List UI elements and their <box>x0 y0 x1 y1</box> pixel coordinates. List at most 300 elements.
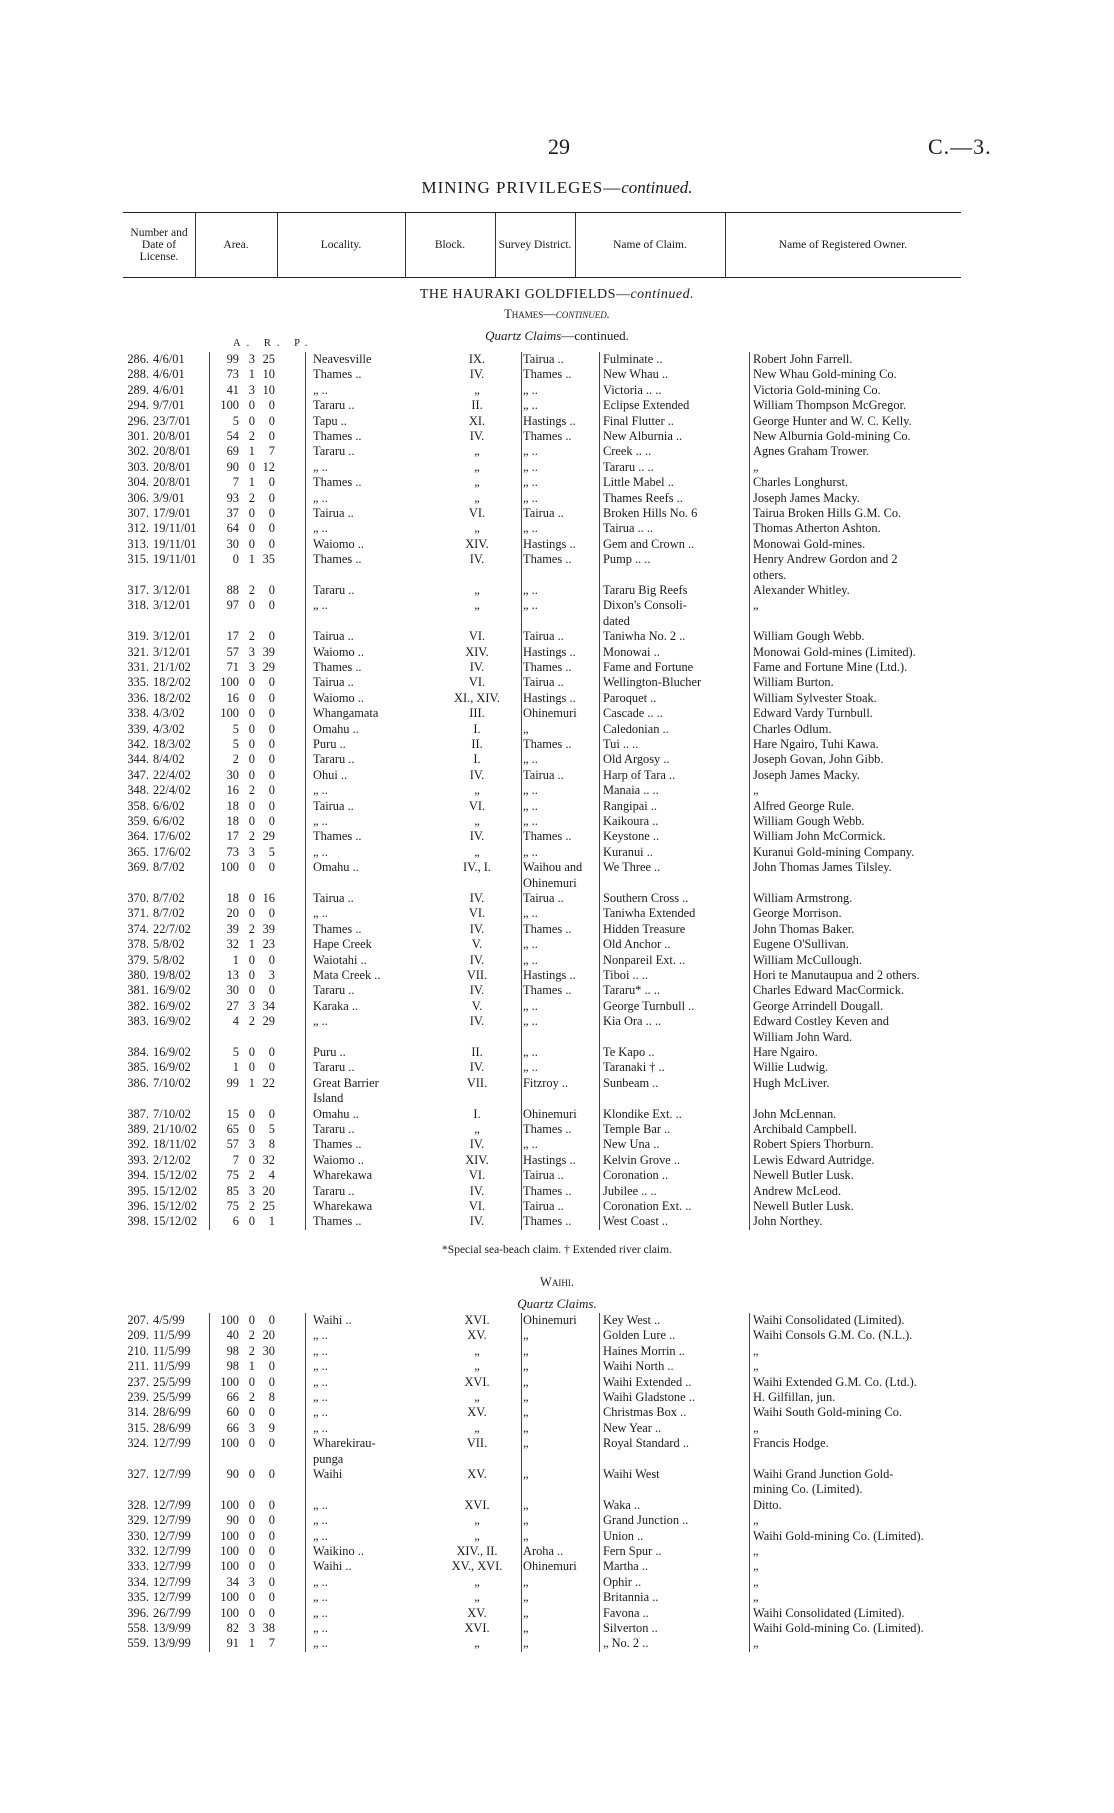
table-row <box>123 1559 961 1574</box>
block: XV. <box>467 1605 487 1620</box>
area-acres: 5 <box>232 413 239 428</box>
page-title <box>0 178 1114 198</box>
registered-owner: George Morrison. <box>753 906 842 921</box>
area-perches: 8 <box>268 1390 275 1404</box>
section-waihi: Waihi. <box>540 1275 574 1289</box>
table-row <box>123 799 961 814</box>
license-date: 9/7/01 <box>153 398 185 413</box>
locality: „ .. <box>313 1343 328 1358</box>
table-row <box>123 783 961 798</box>
claim-name: Broken Hills No. 6 <box>603 506 698 520</box>
area-roods: 2 <box>248 783 255 798</box>
area-perches: 0 <box>268 1374 275 1389</box>
area-acres: 0 <box>232 552 239 567</box>
area-perches: 0 <box>268 1528 275 1543</box>
claim-name: Hidden Treasure <box>603 921 686 936</box>
locality: Thames .. <box>313 429 362 443</box>
license-date: 3/12/01 <box>153 583 191 597</box>
area-perches: 0 <box>268 783 275 798</box>
block: XVI. <box>464 1497 490 1512</box>
table-row <box>123 521 961 536</box>
area-perches: 29 <box>262 829 275 844</box>
block: IV. <box>469 983 485 998</box>
survey-district: Thames .. <box>523 737 572 751</box>
area-roods: 2 <box>248 829 255 844</box>
locality: punga <box>313 1451 344 1466</box>
claim-name: Southern Cross .. <box>603 891 689 905</box>
locality: Waikino .. <box>313 1544 364 1558</box>
area-perches: 0 <box>268 629 275 644</box>
registered-owner: Robert Spiers Thorburn. <box>753 1137 874 1152</box>
registered-owner: Alexander Whitley. <box>753 583 850 597</box>
locality: Tararu .. <box>313 1183 355 1198</box>
license-number: 394. <box>127 1168 149 1183</box>
area-perches: 0 <box>268 814 275 828</box>
area-perches: 16 <box>262 891 275 905</box>
locality: „ .. <box>313 783 328 798</box>
license-number: 359. <box>127 814 149 828</box>
table-row <box>123 475 961 490</box>
claim-name: Rangipai .. <box>603 798 658 813</box>
claim-name: Nonpareil Ext. .. <box>603 952 686 967</box>
table-row <box>123 1076 961 1091</box>
table-row <box>123 506 961 521</box>
table-row <box>123 1436 961 1451</box>
table-row <box>123 1359 961 1374</box>
table-row <box>123 675 961 690</box>
survey-district: „ <box>523 1405 529 1420</box>
area-roods: 0 <box>248 706 255 721</box>
claim-name: Taniwha Extended <box>603 906 696 921</box>
license-date: 20/8/01 <box>153 429 191 443</box>
area-perches: 0 <box>268 1313 275 1327</box>
area-acres: 93 <box>226 490 239 505</box>
locality: „ .. <box>313 1497 328 1512</box>
license-date: 22/4/02 <box>153 767 191 782</box>
area-perches: 0 <box>268 706 275 721</box>
area-perches: 12 <box>262 459 275 474</box>
locality: Tararu .. <box>313 983 355 998</box>
section-quartz-cont: —continued. <box>561 328 629 343</box>
locality: „ .. <box>313 1513 328 1528</box>
table-row <box>123 1199 961 1214</box>
document-code: C.—3. <box>928 134 992 159</box>
claim-name: Martha .. <box>603 1559 649 1574</box>
license-number: 207. <box>127 1313 149 1327</box>
block: XVI. <box>464 1374 490 1389</box>
registered-owner: Victoria Gold-mining Co. <box>753 382 881 397</box>
claim-name: Thames Reefs .. <box>603 490 683 505</box>
survey-district: „ <box>523 1513 529 1528</box>
locality: Wharekirau- <box>313 1436 376 1451</box>
registered-owner: John Thomas James Tilsley. <box>753 860 892 875</box>
registered-owner: Lewis Edward Autridge. <box>753 1152 875 1167</box>
table-row <box>123 1014 961 1029</box>
claim-name: George Turnbull .. <box>603 998 695 1013</box>
survey-district: „ <box>523 1636 529 1651</box>
registered-owner: Charles Odlum. <box>753 721 832 736</box>
block: IV. <box>469 891 485 905</box>
table-row <box>123 645 961 660</box>
claim-name: Tararu* .. .. <box>603 983 660 998</box>
license-date: 16/9/02 <box>153 983 191 998</box>
locality: Tairua .. <box>313 675 354 690</box>
area-perches: 0 <box>268 1559 275 1574</box>
area-roods: 2 <box>248 921 255 936</box>
block: IV. <box>469 767 485 782</box>
license-number: 333. <box>127 1559 149 1574</box>
survey-district: „ .. <box>523 1137 538 1152</box>
area-perches: 4 <box>268 1168 275 1183</box>
license-number: 329. <box>127 1513 149 1528</box>
area-perches: 0 <box>268 1045 275 1059</box>
block: II. <box>471 737 483 751</box>
claim-name: Tiboi .. .. <box>603 968 648 982</box>
claim-name: We Three .. <box>603 860 661 875</box>
area-roods: 0 <box>248 721 255 736</box>
header-survey-district: Survey District. <box>495 213 576 277</box>
area-roods: 3 <box>248 998 255 1013</box>
table-row <box>123 1122 961 1137</box>
page-number: 29 <box>548 134 570 159</box>
locality: „ .. <box>313 459 328 474</box>
area-roods: 3 <box>248 1621 255 1635</box>
survey-district: „ <box>523 1359 529 1374</box>
area-perches: 5 <box>268 844 275 859</box>
survey-district: „ .. <box>523 906 538 921</box>
table-row <box>123 1452 961 1467</box>
area-perches: 0 <box>268 1590 275 1605</box>
license-date: 17/9/01 <box>153 506 191 520</box>
survey-district: „ .. <box>523 598 538 613</box>
license-number: 303. <box>127 459 149 474</box>
license-number: 318. <box>127 598 149 613</box>
locality: Omahu .. <box>313 1106 359 1121</box>
area-acres: 17 <box>226 829 239 844</box>
license-date: 19/11/01 <box>153 552 197 567</box>
license-date: 4/5/99 <box>153 1313 185 1327</box>
license-number: 239. <box>127 1390 149 1404</box>
area-acres: 98 <box>226 1343 239 1358</box>
area-perches: 0 <box>268 798 275 813</box>
license-number: 381. <box>127 983 149 998</box>
table-row <box>123 999 961 1014</box>
claim-name: West Coast .. <box>603 1214 669 1229</box>
license-date: 4/6/01 <box>153 367 185 382</box>
block: XIV. <box>465 536 489 551</box>
license-date: 20/8/01 <box>153 459 191 474</box>
claim-name: New Una .. <box>603 1137 660 1152</box>
area-roods: 0 <box>248 1467 255 1481</box>
registered-owner: Waihi Consolidated (Limited). <box>753 1313 905 1327</box>
survey-district: „ <box>523 1390 529 1404</box>
area-perches: 9 <box>268 1420 275 1435</box>
area-roods: 0 <box>248 1106 255 1121</box>
license-date: 17/6/02 <box>153 844 191 859</box>
table-row <box>123 906 961 921</box>
area-perches: 0 <box>268 1405 275 1420</box>
block: „ <box>474 1590 480 1605</box>
section-thames-main: Thames— <box>504 307 556 321</box>
registered-owner: William Armstrong. <box>753 891 853 905</box>
registered-owner: Waihi Consols G.M. Co. (N.L.). <box>753 1328 913 1343</box>
survey-district: „ .. <box>523 1060 538 1075</box>
license-number: 288. <box>127 367 149 382</box>
table-row <box>123 1184 961 1199</box>
claim-name: dated <box>603 613 630 628</box>
area-perches: 0 <box>268 506 275 520</box>
column-divider <box>209 1313 210 1652</box>
area-acres: 85 <box>226 1183 239 1198</box>
area-acres: 99 <box>226 352 239 366</box>
block: XV. <box>467 1405 487 1420</box>
area-acres: 27 <box>226 998 239 1013</box>
registered-owner: others. <box>753 567 787 582</box>
registered-owner: „ <box>753 1544 759 1558</box>
license-date: 6/6/02 <box>153 814 185 828</box>
block: XV., XVI. <box>451 1559 503 1574</box>
license-date: 8/7/02 <box>153 891 185 905</box>
claim-name: Keystone .. <box>603 829 660 844</box>
locality: Tararu .. <box>313 444 355 459</box>
survey-district: „ <box>523 1343 529 1358</box>
table-row <box>123 1214 961 1229</box>
area-acres: 1 <box>232 1060 239 1075</box>
registered-owner: Monowai Gold-mines (Limited). <box>753 644 916 659</box>
license-number: 342. <box>127 737 149 751</box>
claim-name: Manaia .. .. <box>603 783 659 798</box>
license-date: 18/2/02 <box>153 690 191 705</box>
locality: Tairua .. <box>313 506 354 520</box>
license-date: 11/5/99 <box>153 1328 191 1343</box>
survey-district: Tairua .. <box>523 1168 564 1183</box>
area-roods: 0 <box>248 413 255 428</box>
area-acres: 4 <box>232 1014 239 1029</box>
area-perches: 20 <box>262 1183 275 1198</box>
claim-name: Britannia .. <box>603 1590 659 1605</box>
locality: „ .. <box>313 1590 328 1605</box>
claim-name: Paroquet .. <box>603 690 657 705</box>
header-block: Block. <box>405 213 496 277</box>
survey-district: „ .. <box>523 1014 538 1029</box>
registered-owner: Waihi Extended G.M. Co. (Ltd.). <box>753 1374 917 1389</box>
survey-district: Hastings .. <box>523 690 576 705</box>
license-number: 369. <box>127 860 149 875</box>
block: I. <box>473 1106 481 1121</box>
license-date: 16/9/02 <box>153 998 191 1013</box>
area-perches: 0 <box>268 1436 275 1451</box>
license-number: 347. <box>127 767 149 782</box>
area-roods: 0 <box>248 1590 255 1605</box>
area-acres: 100 <box>220 1590 239 1605</box>
area-roods: 2 <box>248 429 255 443</box>
locality: Whangamata <box>313 706 379 721</box>
area-acres: 73 <box>226 367 239 382</box>
locality: Ohui .. <box>313 767 348 782</box>
license-number: 348. <box>127 783 149 798</box>
claim-name: Tararu .. .. <box>603 459 654 474</box>
registered-owner: Fame and Fortune Mine (Ltd.). <box>753 660 908 674</box>
survey-district: Tairua .. <box>523 891 564 905</box>
license-number: 393. <box>127 1152 149 1167</box>
table-row <box>123 552 961 567</box>
registered-owner: Hare Ngairo, Tuhi Kawa. <box>753 737 879 751</box>
area-perches: 29 <box>262 660 275 674</box>
survey-district: „ .. <box>523 783 538 798</box>
table-row <box>123 1153 961 1168</box>
table-row <box>123 691 961 706</box>
locality: „ .. <box>313 814 328 828</box>
license-number: 379. <box>127 952 149 967</box>
column-divider <box>521 352 522 1230</box>
registered-owner: William John Ward. <box>753 1029 853 1044</box>
area-roods: 0 <box>248 1436 255 1451</box>
registered-owner: Charles Edward MacCormick. <box>753 983 905 998</box>
locality: Neavesville <box>313 352 372 366</box>
locality: Thames .. <box>313 1214 362 1229</box>
claim-name: Temple Bar .. <box>603 1122 671 1136</box>
claim-name: Coronation Ext. .. <box>603 1199 692 1213</box>
area-acres: 100 <box>220 1313 239 1327</box>
area-roods: 0 <box>248 675 255 690</box>
license-date: 28/6/99 <box>153 1420 191 1435</box>
section-thames <box>0 307 1114 322</box>
license-number: 306. <box>127 490 149 505</box>
area-roods: 0 <box>248 1122 255 1136</box>
registered-owner: William McCullough. <box>753 952 862 967</box>
area-acres: 91 <box>226 1636 239 1651</box>
license-date: 4/3/02 <box>153 706 185 721</box>
license-number: 330. <box>127 1528 149 1543</box>
registered-owner: Waihi Consolidated (Limited). <box>753 1605 905 1620</box>
claim-name: Creek .. .. <box>603 444 652 459</box>
area-perches: 34 <box>262 998 275 1013</box>
survey-district: „ .. <box>523 444 538 459</box>
table-row <box>123 1091 961 1106</box>
survey-district: „ .. <box>523 937 538 952</box>
table-row <box>123 1529 961 1544</box>
license-number: 385. <box>127 1060 149 1075</box>
table-row <box>123 1606 961 1621</box>
area-roods: 3 <box>248 352 255 366</box>
area-perches: 1 <box>268 1214 275 1229</box>
table-row <box>123 876 961 891</box>
survey-district: „ <box>523 1497 529 1512</box>
locality: „ .. <box>313 1636 328 1651</box>
block: VI. <box>468 675 486 690</box>
claim-name: Victoria .. .. <box>603 382 662 397</box>
area-perches: 0 <box>268 721 275 736</box>
locality: Thames .. <box>313 475 362 490</box>
locality: Thames .. <box>313 552 362 567</box>
area-perches: 0 <box>268 983 275 998</box>
area-perches: 0 <box>268 598 275 613</box>
license-date: 12/7/99 <box>153 1436 191 1451</box>
survey-district: „ <box>523 1574 529 1589</box>
area-acres: 17 <box>226 629 239 644</box>
registered-owner: Joseph Govan, John Gibb. <box>753 752 884 767</box>
area-roods: 3 <box>248 1574 255 1589</box>
registered-owner: William Thompson McGregor. <box>753 398 907 413</box>
area-acres: 90 <box>226 459 239 474</box>
license-date: 12/7/99 <box>153 1467 191 1481</box>
license-date: 11/5/99 <box>153 1343 191 1358</box>
area-acres: 18 <box>226 798 239 813</box>
survey-district: Tairua .. <box>523 352 564 366</box>
block: IV. <box>469 1214 485 1229</box>
area-perches: 0 <box>268 536 275 551</box>
claim-name: Caledonian .. <box>603 721 669 736</box>
footnote: *Special sea-beach claim. † Extended river claim. <box>442 1244 672 1256</box>
table-row <box>123 829 961 844</box>
claim-name: Tui .. .. <box>603 737 639 751</box>
area-acres: 64 <box>226 521 239 536</box>
area-acres: 7 <box>232 475 239 490</box>
registered-owner: New Alburnia Gold-mining Co. <box>753 429 911 443</box>
block: „ <box>474 844 480 859</box>
table-row <box>123 814 961 829</box>
locality: Waihi <box>313 1467 343 1481</box>
registered-owner: Thomas Atherton Ashton. <box>753 521 881 536</box>
registered-owner: Charles Longhurst. <box>753 475 848 490</box>
claim-name: Fulminate .. <box>603 352 663 366</box>
table-row <box>123 706 961 721</box>
area-perches: 0 <box>268 1060 275 1075</box>
area-acres: 30 <box>226 536 239 551</box>
table-row <box>123 444 961 459</box>
block: XI. <box>468 413 486 428</box>
license-date: 13/9/99 <box>153 1636 191 1651</box>
license-number: 392. <box>127 1137 149 1152</box>
claim-name: Kuranui .. <box>603 844 653 859</box>
block: „ <box>474 598 480 613</box>
claim-name: Taniwha No. 2 .. <box>603 629 686 644</box>
locality: Omahu .. <box>313 860 359 875</box>
block: XVI. <box>464 1313 490 1327</box>
license-date: 3/12/01 <box>153 598 191 613</box>
claim-name: Gem and Crown .. <box>603 536 695 551</box>
block: „ <box>474 490 480 505</box>
license-date: 15/12/02 <box>153 1214 198 1229</box>
block: „ <box>474 1390 480 1404</box>
license-date: 4/6/01 <box>153 382 185 397</box>
area-roods: 0 <box>248 983 255 998</box>
survey-district: Thames .. <box>523 983 572 998</box>
claim-name: Silverton .. <box>603 1621 658 1635</box>
header-claim-name: Name of Claim. <box>575 213 726 277</box>
license-date: 15/12/02 <box>153 1183 198 1198</box>
table-row <box>123 614 961 629</box>
area-perches: 8 <box>268 1137 275 1152</box>
area-roods: 1 <box>248 1075 255 1090</box>
license-date: 13/9/99 <box>153 1621 191 1635</box>
claim-name: New Whau .. <box>603 367 669 382</box>
area-roods: 1 <box>248 444 255 459</box>
area-perches: 0 <box>268 1513 275 1528</box>
license-date: 12/7/99 <box>153 1590 191 1605</box>
license-date: 8/7/02 <box>153 860 185 875</box>
area-roods: 2 <box>248 1390 255 1404</box>
license-number: 331. <box>127 660 149 674</box>
area-roods: 0 <box>248 1374 255 1389</box>
area-roods: 0 <box>248 737 255 751</box>
license-date: 21/10/02 <box>153 1122 198 1136</box>
block: „ <box>474 475 480 490</box>
survey-district: „ .. <box>523 952 538 967</box>
block: V. <box>471 937 483 952</box>
claim-name: Coronation .. <box>603 1168 669 1183</box>
locality: „ .. <box>313 382 328 397</box>
